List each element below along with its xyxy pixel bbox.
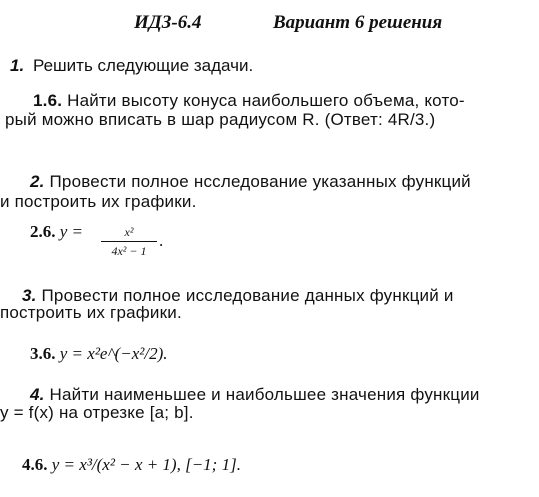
task2-text1: Провести полное нсследование указанных функций: [49, 172, 471, 191]
problem-3-6-line: [30, 344, 168, 364]
task4-line1: [30, 385, 480, 405]
fraction-bar: [101, 241, 157, 242]
task4-line2: y = f(x) на отрезке [a; b].: [0, 403, 194, 422]
problem-4-6-number: 4.6.: [22, 455, 48, 474]
task1-heading: Решить следующие задачи.: [33, 56, 254, 75]
problem-3-6-number: 3.6.: [30, 344, 56, 363]
fraction-numerator: x²: [124, 225, 134, 239]
task1-number: 1.: [10, 56, 25, 75]
problem-3-6-formula: y = x²e^(−x²/2).: [59, 344, 168, 363]
assignment-code: ИДЗ-6.4: [134, 12, 202, 33]
task3-text1: Провести полное исследование данных функций и: [41, 286, 454, 305]
problem-2-6-number: 2.6.: [30, 222, 56, 241]
problem-1-6-number: 1.6.: [33, 91, 63, 110]
variant-title: Вариант 6 решения: [273, 12, 443, 33]
problem-4-6-line: [22, 455, 241, 475]
task4-text1: Найти наименьшее и наибольшее значения функции: [49, 385, 480, 404]
problem-2-6-line: [30, 222, 83, 242]
problem-2-6-lhs: y =: [59, 222, 84, 241]
fraction-denominator: 4x² − 1: [111, 244, 147, 258]
problem-2-6-period: .: [159, 231, 164, 250]
task2-line2: и построить их графики.: [0, 192, 197, 211]
problem-1-6-line2: рый можно вписать в шар радиусом R. (Ответ: 4R/3.): [5, 110, 436, 129]
problem-1-6-text1: Найти высоту конуса наибольшего объема, кото-: [67, 91, 465, 110]
task2-line1: [30, 172, 471, 192]
task3-number: 3.: [22, 286, 37, 305]
problem-1-6-line1: [33, 91, 465, 111]
task2-number: 2.: [30, 172, 45, 191]
task4-number: 4.: [30, 385, 45, 404]
task3-line2: построить их графики.: [0, 303, 182, 322]
problem-4-6-formula: y = x³/(x² − x + 1), [−1; 1].: [51, 455, 241, 474]
problem-2-6-fraction: [100, 225, 158, 263]
